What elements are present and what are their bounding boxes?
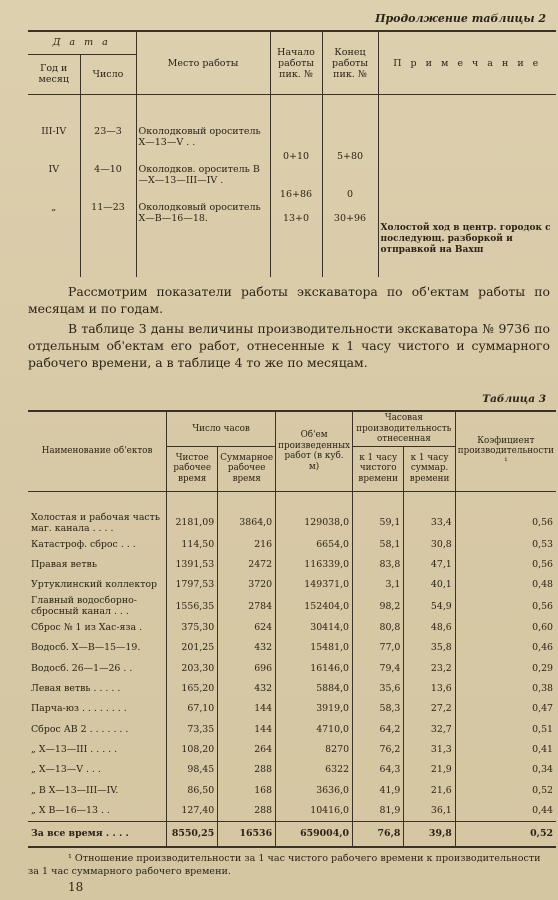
start-cell: 16+86 (270, 163, 322, 201)
net-hours-cell: 165,20 (167, 678, 218, 698)
object-cell: Правая ветвь (31, 558, 97, 570)
volume-cell: 16146,0 (276, 658, 353, 678)
object-cell: Водосб. Х—В—15—19. (31, 642, 141, 654)
per-net-cell: 59,1 (353, 512, 404, 534)
volume-cell: 129038,0 (276, 512, 353, 534)
coef-cell: 0,48 (455, 575, 556, 595)
table-row (28, 699, 556, 719)
paragraph-1: Рассмотрим показатели работы экскаватора по об'ектам работы по месяцам и по годам. (28, 284, 550, 316)
table-row (28, 125, 556, 163)
year-month-header: Год и месяц (28, 54, 80, 94)
per-net-cell: 35,6 (353, 678, 404, 698)
coef-cell: 0,60 (455, 617, 556, 637)
table-2-continuation (28, 30, 556, 277)
day-cell: 11—23 (80, 201, 136, 277)
volume-cell: 3636,0 (276, 780, 353, 800)
total-hours-cell: 432 (218, 678, 276, 698)
per-total-cell: 31,3 (404, 739, 455, 759)
volume-cell: 3919,0 (276, 699, 353, 719)
per-net-cell: 41,9 (353, 780, 404, 800)
table-row (28, 534, 556, 554)
net-hours-cell: 1797,53 (167, 575, 218, 595)
per-net-cell: 64,2 (353, 719, 404, 739)
volume-cell: 30414,0 (276, 617, 353, 637)
net-hours-cell: 114,50 (167, 534, 218, 554)
end-cell: 5+80 (322, 125, 378, 163)
table-row (28, 163, 556, 201)
total-hours-cell: 696 (218, 658, 276, 678)
per-total-cell: 32,7 (404, 719, 455, 739)
note-cell: Холостой ход в центр. городок с последующ. разборкой и отправкой на Вахш (378, 201, 556, 277)
end-cell: 30+96 (322, 201, 378, 277)
start-cell: 0+10 (270, 125, 322, 163)
net-hours-cell: 86,50 (167, 780, 218, 800)
total-hours-cell: 432 (218, 637, 276, 657)
object-cell: Левая ветвь . . . . . (31, 682, 121, 694)
net-hours-cell: 8550,25 (167, 821, 218, 847)
volume-cell: 152404,0 (276, 595, 353, 617)
table-row (28, 780, 556, 800)
total-hours-cell: 3864,0 (218, 512, 276, 534)
page-number: 18 (68, 880, 84, 894)
object-cell: Главный водосборно-сбросный канал . . . (31, 595, 137, 618)
volume-cell: 15481,0 (276, 637, 353, 657)
date-header: Д а т а (28, 31, 136, 54)
continuation-header: Продолжение таблицы 2 (375, 12, 546, 25)
per-net-cell: 64,3 (353, 760, 404, 780)
object-cell: Сброс № 1 из Хас-яза . (31, 621, 143, 633)
table-row (28, 512, 556, 534)
object-cell: Сброс АВ 2 . . . . . . . (31, 723, 129, 735)
total-row (28, 821, 556, 847)
hours-header: Число часов (167, 411, 276, 446)
day-cell: 23—3 (80, 125, 136, 163)
per-net-cell: 3,1 (353, 575, 404, 595)
start-header: Начало работы пик. № (270, 31, 322, 95)
day-cell: 4—10 (80, 163, 136, 201)
volume-cell: 6654,0 (276, 534, 353, 554)
net-hours-cell: 127,40 (167, 801, 218, 822)
table-row (28, 739, 556, 759)
total-hours-cell: 216 (218, 534, 276, 554)
place-cell: Околодков. ороситель В—Х—13—III—IV . (136, 163, 270, 201)
per-net-cell: 83,8 (353, 554, 404, 574)
per-total-cell: 35,8 (404, 637, 455, 657)
object-cell: Катастроф. сброс . . . (31, 538, 136, 550)
hours-total-header: Суммарное рабочее время (218, 446, 276, 491)
note-cell (378, 163, 556, 201)
per-total-cell: 39,8 (404, 821, 455, 847)
coef-cell: 0,56 (455, 595, 556, 617)
total-hours-cell: 288 (218, 760, 276, 780)
end-header: Конец работы пик. № (322, 31, 378, 95)
per-net-cell: 58,1 (353, 534, 404, 554)
place-cell: Околодковый ороситель Х—В—16—18. (136, 201, 270, 277)
total-hours-cell: 144 (218, 699, 276, 719)
total-hours-cell: 2784 (218, 595, 276, 617)
coef-cell: 0,38 (455, 678, 556, 698)
table-3-label: Таблица 3 (482, 393, 546, 405)
coef-cell: 0,53 (455, 534, 556, 554)
coef-cell: 0,41 (455, 739, 556, 759)
object-header: Наименование об'ектов (28, 411, 167, 491)
coef-cell: 0,52 (455, 821, 556, 847)
table-row (28, 575, 556, 595)
place-cell: Околодковый ороситель Х—13—V . . (136, 125, 270, 163)
per-net-cell: 80,8 (353, 617, 404, 637)
notes-header: П р и м е ч а н и е (378, 31, 556, 95)
per-total-cell: 40,1 (404, 575, 455, 595)
footnote: ¹ Отношение производительности за 1 час чистого рабочего времени к производительности за 1 час суммарного рабочего времени. (28, 853, 541, 877)
table-row (28, 595, 556, 617)
end-cell: 0 (322, 163, 378, 201)
month-cell: III-IV (41, 126, 67, 137)
coef-cell: 0,34 (455, 760, 556, 780)
note-cell (378, 125, 556, 163)
per-net-cell: 76,8 (353, 821, 404, 847)
net-hours-cell: 203,30 (167, 658, 218, 678)
object-cell: Уртуклинский коллектор (31, 579, 158, 591)
per-total-cell: 23,2 (404, 658, 455, 678)
table-row (28, 617, 556, 637)
per-net-header: к 1 часу чистого времени (353, 446, 404, 491)
net-hours-cell: 1556,35 (167, 595, 218, 617)
table-row (28, 637, 556, 657)
coef-cell: 0,52 (455, 780, 556, 800)
volume-cell: 659004,0 (276, 821, 353, 847)
coef-cell: 0,51 (455, 719, 556, 739)
month-cell: IV (48, 164, 60, 175)
object-cell: Парча-юз . . . . . . . . (31, 703, 127, 715)
object-cell: „ В Х—13—III—IV. (31, 784, 119, 796)
volume-cell: 6322 (276, 760, 353, 780)
table-row (28, 201, 556, 277)
coef-cell: 0,46 (455, 637, 556, 657)
total-hours-cell: 288 (218, 801, 276, 822)
per-total-cell: 48,6 (404, 617, 455, 637)
per-net-cell: 76,2 (353, 739, 404, 759)
net-hours-cell: 2181,09 (167, 512, 218, 534)
per-total-cell: 47,1 (404, 554, 455, 574)
volume-cell: 10416,0 (276, 801, 353, 822)
volume-cell: 116339,0 (276, 554, 353, 574)
per-total-cell: 54,9 (404, 595, 455, 617)
volume-cell: 4710,0 (276, 719, 353, 739)
coef-cell: 0,56 (455, 554, 556, 574)
net-hours-cell: 108,20 (167, 739, 218, 759)
start-cell: 13+0 (270, 201, 322, 277)
table-row (28, 760, 556, 780)
total-hours-cell: 16536 (218, 821, 276, 847)
volume-cell: 8270 (276, 739, 353, 759)
productivity-header: Часовая производительность отнесенная (353, 411, 456, 446)
coef-cell: 0,44 (455, 801, 556, 822)
object-cell: Водосб. 26—1—26 . . (31, 662, 133, 674)
total-hours-cell: 168 (218, 780, 276, 800)
total-hours-cell: 624 (218, 617, 276, 637)
paragraph-2: В таблице 3 даны величины производительности экскаватора № 9736 по отдельным об'ектам его работ, отнесенные к 1 часу чистого и суммарного рабочего времени, а в таблице 4 то же по месяцам. (28, 321, 550, 370)
table-row (28, 554, 556, 574)
per-total-cell: 13,6 (404, 678, 455, 698)
object-cell: Холостая и рабочая часть маг. канала . . . . (31, 511, 160, 534)
object-cell: За все время . . . . (28, 821, 167, 847)
per-net-cell: 81,9 (353, 801, 404, 822)
object-cell: „ Х В—16—13 . . (31, 805, 110, 817)
coef-cell: 0,56 (455, 512, 556, 534)
total-hours-cell: 2472 (218, 554, 276, 574)
net-hours-cell: 375,30 (167, 617, 218, 637)
per-total-cell: 33,4 (404, 512, 455, 534)
total-hours-cell: 144 (218, 719, 276, 739)
coef-cell: 0,47 (455, 699, 556, 719)
volume-cell: 149371,0 (276, 575, 353, 595)
table-row (28, 719, 556, 739)
per-total-cell: 27,2 (404, 699, 455, 719)
per-net-cell: 98,2 (353, 595, 404, 617)
per-total-cell: 30,8 (404, 534, 455, 554)
object-cell: „ Х—13—V . . . (31, 764, 101, 776)
per-net-cell: 58,3 (353, 699, 404, 719)
table-row (28, 801, 556, 822)
total-hours-cell: 264 (218, 739, 276, 759)
net-hours-cell: 98,45 (167, 760, 218, 780)
table-row (28, 678, 556, 698)
table-3 (28, 410, 556, 848)
per-net-cell: 77,0 (353, 637, 404, 657)
per-net-cell: 79,4 (353, 658, 404, 678)
net-hours-cell: 1391,53 (167, 554, 218, 574)
coef-header: Коэфициент производительности ¹ (455, 411, 556, 491)
volume-cell: 5884,0 (276, 678, 353, 698)
volume-header: Об'ем произведенных работ (в куб. м) (276, 411, 353, 491)
table-row (28, 658, 556, 678)
net-hours-cell: 201,25 (167, 637, 218, 657)
month-cell: „ (51, 202, 57, 213)
total-hours-cell: 3720 (218, 575, 276, 595)
per-total-cell: 36,1 (404, 801, 455, 822)
net-hours-cell: 67,10 (167, 699, 218, 719)
coef-cell: 0,29 (455, 658, 556, 678)
per-total-cell: 21,6 (404, 780, 455, 800)
per-total-cell: 21,9 (404, 760, 455, 780)
per-total-header: к 1 часу суммар. времени (404, 446, 455, 491)
place-header: Место работы (136, 31, 270, 95)
day-header: Число (80, 54, 136, 94)
hours-net-header: Чистое рабочее время (167, 446, 218, 491)
net-hours-cell: 73,35 (167, 719, 218, 739)
object-cell: „ Х—13—III . . . . . (31, 744, 118, 756)
